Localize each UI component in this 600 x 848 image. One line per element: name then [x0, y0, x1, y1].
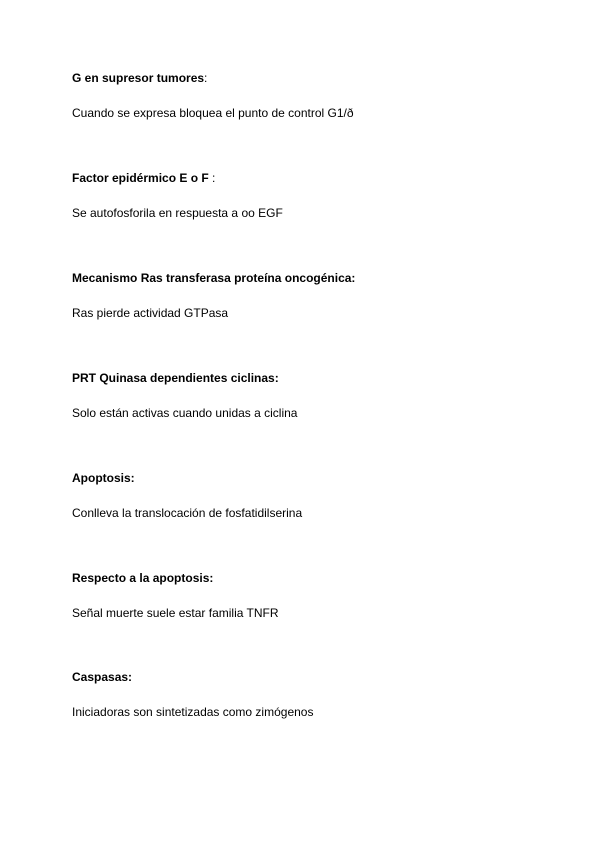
question-separator: :: [204, 71, 208, 85]
qa-entry: [72, 669, 552, 720]
question-text: Apoptosis:: [72, 471, 135, 485]
question-text: Factor epidérmico E o F: [72, 171, 209, 185]
question-text: G en supresor tumores: [72, 71, 205, 85]
question-text: Mecanismo Ras transferasa proteína oncogénica:: [72, 271, 356, 285]
qa-entry: [72, 370, 552, 421]
answer-text: Se autofosforila en respuesta a oo EGF: [72, 206, 283, 220]
qa-entry: [72, 270, 552, 321]
answer-text: Conlleva la translocación de fosfatidilserina: [72, 506, 303, 520]
qa-entry: [72, 470, 552, 521]
answer-text: Solo están activas cuando unidas a ciclina: [72, 406, 298, 420]
question-heading: [72, 270, 552, 286]
question-separator: :: [208, 171, 216, 185]
answer-text: Señal muerte suele estar familia TNFR: [72, 606, 279, 620]
question-heading: [72, 570, 552, 586]
answer-text: Iniciadoras son sintetizadas como zimógenos: [72, 705, 314, 719]
question-heading: [72, 170, 552, 186]
question-heading: [72, 669, 552, 685]
question-heading: [72, 70, 552, 86]
answer-text: Cuando se expresa bloquea el punto de control G1/ð: [72, 106, 354, 120]
qa-entry: [72, 570, 552, 621]
qa-entry: [72, 70, 552, 121]
qa-entry: [72, 170, 552, 221]
question-heading: [72, 370, 552, 386]
question-text: PRT Quinasa dependientes ciclinas:: [72, 371, 279, 385]
question-text: Caspasas:: [72, 670, 133, 684]
answer-text: Ras pierde actividad GTPasa: [72, 306, 229, 320]
question-text: Respecto a la apoptosis:: [72, 571, 214, 585]
question-heading: [72, 470, 552, 486]
